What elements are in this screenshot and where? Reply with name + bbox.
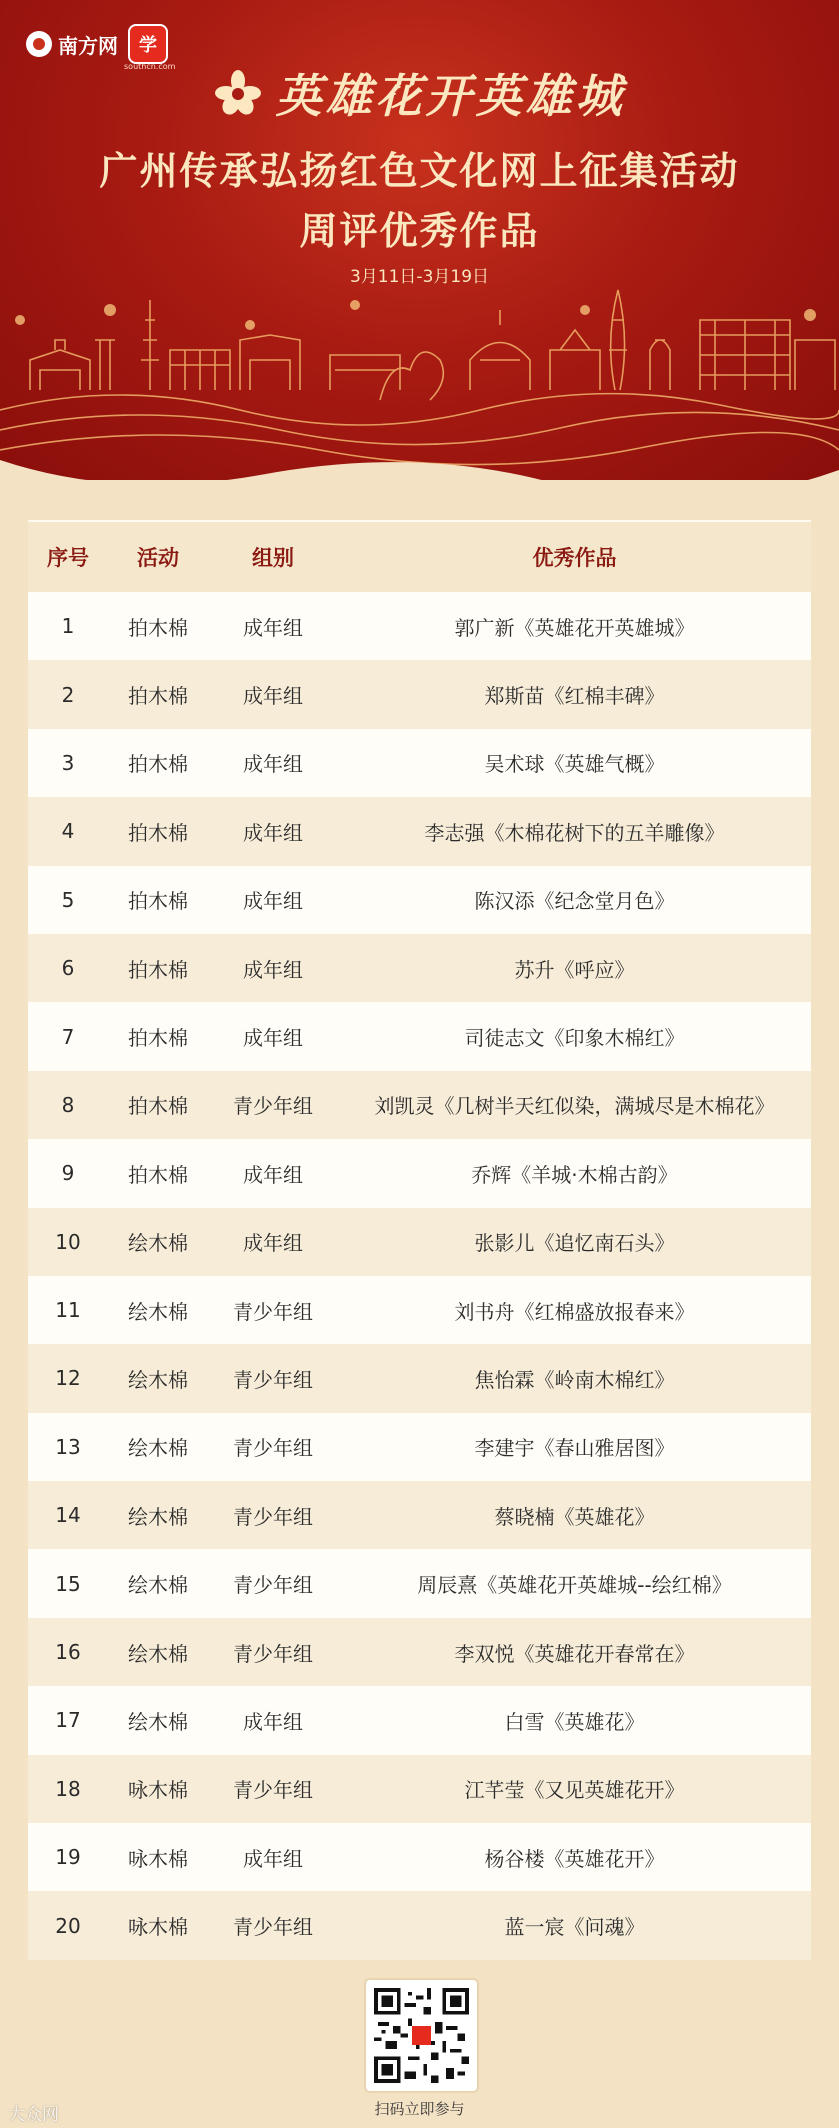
cell-group: 成年组: [243, 1846, 303, 1871]
cell-index: 17: [55, 1708, 81, 1733]
southcn-logo-icon: [26, 31, 52, 57]
cell-activity: 绘木棉: [128, 1709, 188, 1734]
cell-index: 18: [55, 1776, 81, 1801]
logo-group: [26, 24, 168, 64]
cell-works: 郭广新《英雄花开英雄城》: [454, 615, 695, 640]
cell-activity: 拍木棉: [128, 889, 188, 914]
qr-code-image: [374, 1988, 469, 2083]
table-row: [28, 592, 811, 660]
cell-activity: 拍木棉: [128, 957, 188, 982]
southcn-logo[interactable]: [26, 30, 118, 59]
cell-activity: 拍木棉: [128, 615, 188, 640]
cell-index: 13: [55, 1434, 81, 1459]
cell-group: 成年组: [243, 684, 303, 709]
cell-group: 青少年组: [233, 1504, 313, 1529]
cell-index: 6: [61, 956, 75, 981]
cell-group: 青少年组: [233, 1094, 313, 1119]
cell-group: 成年组: [243, 1709, 303, 1734]
cell-group: 青少年组: [233, 1299, 313, 1324]
cell-activity: 拍木棉: [128, 684, 188, 709]
cell-works: 司徒志文《印象木棉红》: [464, 1026, 685, 1051]
cell-activity: 拍木棉: [128, 820, 188, 845]
cell-index: 15: [55, 1571, 81, 1596]
header-wave-divider: [0, 430, 839, 530]
cell-group: 成年组: [243, 957, 303, 982]
cell-group: 青少年组: [233, 1436, 313, 1461]
cell-works: 刘凯灵《几树半天红似染，满城尽是木棉花》: [374, 1094, 775, 1119]
watermark: 大众网: [8, 2105, 59, 2125]
cell-works: 杨谷楼《英雄花开》: [484, 1846, 665, 1871]
southcn-logo-sub: southcn.com: [124, 62, 176, 71]
cell-works: 李建宇《春山雅居图》: [474, 1436, 675, 1461]
header-banner: [0, 0, 839, 480]
cell-group: 青少年组: [233, 1778, 313, 1803]
header-index: 序号: [47, 546, 89, 570]
cell-group: 成年组: [243, 752, 303, 777]
cell-index: 10: [55, 1229, 81, 1254]
cell-group: 成年组: [243, 1231, 303, 1256]
cell-index: 16: [55, 1640, 81, 1665]
cell-group: 成年组: [243, 1162, 303, 1187]
table-row: [28, 1139, 811, 1207]
cell-activity: 拍木棉: [128, 752, 188, 777]
cell-group: 成年组: [243, 1026, 303, 1051]
slogan: [0, 60, 839, 126]
cell-index: 7: [61, 1024, 75, 1049]
cell-group: 成年组: [243, 615, 303, 640]
qr-code[interactable]: [364, 1978, 479, 2093]
cell-works: 白雪《英雄花》: [504, 1709, 645, 1734]
cell-activity: 咏木棉: [128, 1778, 188, 1803]
cell-group: 青少年组: [233, 1367, 313, 1392]
table-row: [28, 1891, 811, 1959]
cell-index: 20: [55, 1913, 81, 1938]
cell-index: 9: [61, 1161, 75, 1186]
qr-caption: 扫码立即参与: [374, 2100, 465, 2118]
table-row: [28, 1002, 811, 1070]
cell-works: 周辰熹《英雄花开英雄城--绘红棉》: [417, 1573, 732, 1598]
cell-works: 蔡晓楠《英雄花》: [494, 1504, 655, 1529]
table-body: [28, 592, 811, 1960]
cell-index: 5: [61, 887, 75, 912]
cell-activity: 绘木棉: [128, 1367, 188, 1392]
table-row: [28, 1276, 811, 1344]
cell-activity: 绘木棉: [128, 1299, 188, 1324]
cell-index: 3: [61, 750, 75, 775]
cell-activity: 咏木棉: [128, 1846, 188, 1871]
cell-index: 14: [55, 1503, 81, 1528]
page-title: 广州传承弘扬红色文化网上征集活动: [99, 148, 740, 193]
cell-group: 青少年组: [233, 1573, 313, 1598]
cell-index: 8: [61, 1092, 75, 1117]
table-row: [28, 1344, 811, 1412]
cell-index: 1: [61, 614, 75, 639]
cell-activity: 拍木棉: [128, 1162, 188, 1187]
cell-index: 19: [55, 1845, 81, 1870]
cell-works: 焦怡霖《岭南木棉红》: [474, 1367, 675, 1392]
cell-works: 苏升《呼应》: [514, 957, 635, 982]
table-row: [28, 797, 811, 865]
study-app-logo[interactable]: 学: [128, 24, 168, 64]
table-row: [28, 1755, 811, 1823]
table-row: [28, 934, 811, 1002]
cell-works: 蓝一宸《问魂》: [504, 1915, 645, 1940]
cell-works: 张影儿《追忆南石头》: [474, 1231, 675, 1256]
cell-activity: 绘木棉: [128, 1436, 188, 1461]
cell-activity: 拍木棉: [128, 1026, 188, 1051]
cell-works: 郑斯苗《红棉丰碑》: [484, 684, 665, 709]
page-subtitle: 周评优秀作品: [299, 208, 540, 253]
cell-group: 青少年组: [233, 1641, 313, 1666]
cell-activity: 咏木棉: [128, 1915, 188, 1940]
cell-activity: 绘木棉: [128, 1641, 188, 1666]
kapok-flower-icon: [214, 69, 262, 117]
table-row: [28, 729, 811, 797]
table-row: [28, 1549, 811, 1617]
table-row: [28, 1413, 811, 1481]
cell-activity: 绘木棉: [128, 1573, 188, 1598]
cell-group: 成年组: [243, 889, 303, 914]
cell-activity: 绘木棉: [128, 1504, 188, 1529]
table-row: [28, 1618, 811, 1686]
cell-works: 陈汉添《纪念堂月色》: [474, 889, 675, 914]
cell-works: 李志强《木棉花树下的五羊雕像》: [424, 820, 725, 845]
date-range: 3月11日-3月19日: [349, 267, 490, 287]
slogan-text: 英雄花开英雄城: [275, 69, 626, 123]
table-row: [28, 1071, 811, 1139]
cell-works: 吴术球《英雄气概》: [484, 752, 665, 777]
header-works: 优秀作品: [532, 546, 617, 570]
header-activity: 活动: [137, 546, 179, 570]
table-row: [28, 1686, 811, 1754]
southcn-logo-text: 南方网: [58, 33, 118, 58]
table-row: [28, 866, 811, 934]
table-row: [28, 1481, 811, 1549]
cell-index: 11: [55, 1298, 81, 1323]
cell-group: 青少年组: [233, 1915, 313, 1940]
cell-works: 江芊莹《又见英雄花开》: [464, 1778, 685, 1803]
table-row: [28, 660, 811, 728]
header-group: 组别: [252, 546, 294, 570]
cell-activity: 绘木棉: [128, 1231, 188, 1256]
cell-works: 刘书舟《红棉盛放报春来》: [454, 1299, 695, 1324]
table-row: [28, 1208, 811, 1276]
cell-index: 2: [61, 682, 75, 707]
cell-index: 4: [61, 819, 75, 844]
cell-activity: 拍木棉: [128, 1094, 188, 1119]
cell-group: 成年组: [243, 820, 303, 845]
cell-works: 乔辉《羊城·木棉古韵》: [471, 1162, 678, 1187]
table-header: [28, 522, 811, 592]
table-row: [28, 1823, 811, 1891]
cell-index: 12: [55, 1366, 81, 1391]
cell-works: 李双悦《英雄花开春常在》: [454, 1641, 695, 1666]
